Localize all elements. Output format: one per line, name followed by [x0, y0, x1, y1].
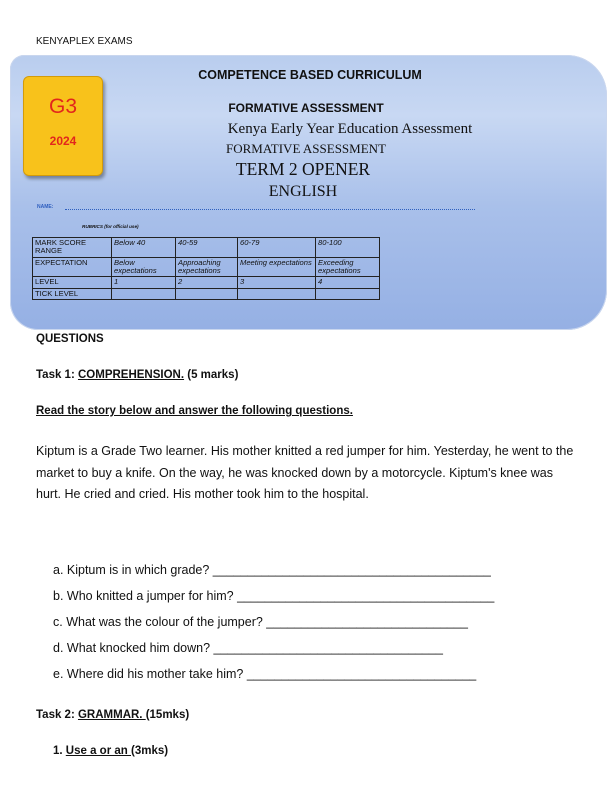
- tick-cell[interactable]: [316, 288, 380, 299]
- table-cell: Exceeding expectations: [316, 257, 380, 277]
- table-cell: 2: [176, 277, 238, 288]
- rubrics-table: [32, 237, 380, 300]
- table-cell: 3: [238, 277, 316, 288]
- kenya-assessment-line: Kenya Early Year Education Assessment: [227, 121, 473, 137]
- name-label: NAME:: [37, 204, 54, 210]
- term-title: TERM 2 OPENER: [235, 159, 371, 179]
- subject-title: ENGLISH: [268, 183, 338, 200]
- task2-title: GRAMMAR.: [77, 709, 146, 721]
- table-cell: 40-59: [176, 238, 238, 258]
- task2-marks: (15mks): [145, 709, 190, 721]
- task1-marks: (5 marks): [184, 369, 239, 381]
- question-e: e. Where did his mother take him? _________________________________: [53, 667, 477, 681]
- subtask1-number: 1.: [53, 745, 66, 757]
- subtask1-heading: [53, 745, 168, 757]
- table-cell: Below 40: [112, 238, 176, 258]
- subtask1-marks: (3mks): [131, 745, 169, 757]
- name-field-line[interactable]: [65, 209, 475, 210]
- table-cell: MARK SCORE RANGE: [33, 238, 112, 258]
- story-paragraph: Kiptum is a Grade Two learner. His mother knitted a red jumper for him. Yesterday, he went to the market to buy a knife. On the way, he was knocked down by a motorcycle. Kiptum's knee was hurt. He cried and cried. His mother took him to the hospital.: [36, 444, 574, 501]
- table-row: [33, 257, 380, 277]
- table-row: [33, 288, 380, 299]
- rubrics-label: RUBRICS (for official use): [82, 224, 139, 229]
- subtask1-title: Use a or an: [65, 745, 131, 757]
- task1-heading: [36, 369, 238, 381]
- task2-prefix: Task 2:: [36, 709, 78, 721]
- table-cell: EXPECTATION: [33, 257, 112, 277]
- table-cell: 60-79: [238, 238, 316, 258]
- table-row: [33, 238, 380, 258]
- task2-heading: [36, 709, 189, 721]
- table-cell: Approaching expectations: [176, 257, 238, 277]
- table-cell: 4: [316, 277, 380, 288]
- table-cell: Below expectations: [112, 257, 176, 277]
- questions-heading: QUESTIONS: [36, 333, 104, 345]
- question-b: b. Who knitted a jumper for him? _____________________________________: [53, 589, 495, 603]
- table-cell: 80-100: [316, 238, 380, 258]
- table-cell: 1: [112, 277, 176, 288]
- task1-prefix: Task 1:: [36, 369, 78, 381]
- question-c: c. What was the colour of the jumper? _____________________________: [53, 615, 468, 629]
- tick-cell[interactable]: [176, 288, 238, 299]
- table-cell: TICK LEVEL: [33, 288, 112, 299]
- exam-source-label: KENYAPLEX EXAMS: [36, 36, 133, 47]
- tick-cell[interactable]: [238, 288, 316, 299]
- formative-assessment-heading: FORMATIVE ASSESSMENT: [228, 101, 384, 115]
- table-cell: Meeting expectations: [238, 257, 316, 277]
- grade-text: G3: [48, 95, 77, 118]
- year-text: 2024: [49, 134, 77, 148]
- curriculum-title: COMPETENCE BASED CURRICULUM: [198, 68, 422, 82]
- task1-instruction: Read the story below and answer the following questions.: [36, 405, 353, 417]
- table-row: [33, 277, 380, 288]
- question-d: d. What knocked him down? _________________________________: [53, 641, 443, 655]
- task1-title: COMPREHENSION.: [77, 369, 185, 381]
- table-cell: LEVEL: [33, 277, 112, 288]
- tick-cell[interactable]: [112, 288, 176, 299]
- question-a: a. Kiptum is in which grade? ________________________________________: [53, 563, 491, 577]
- formative-assessment-subheading: FORMATIVE ASSESSMENT: [225, 141, 386, 156]
